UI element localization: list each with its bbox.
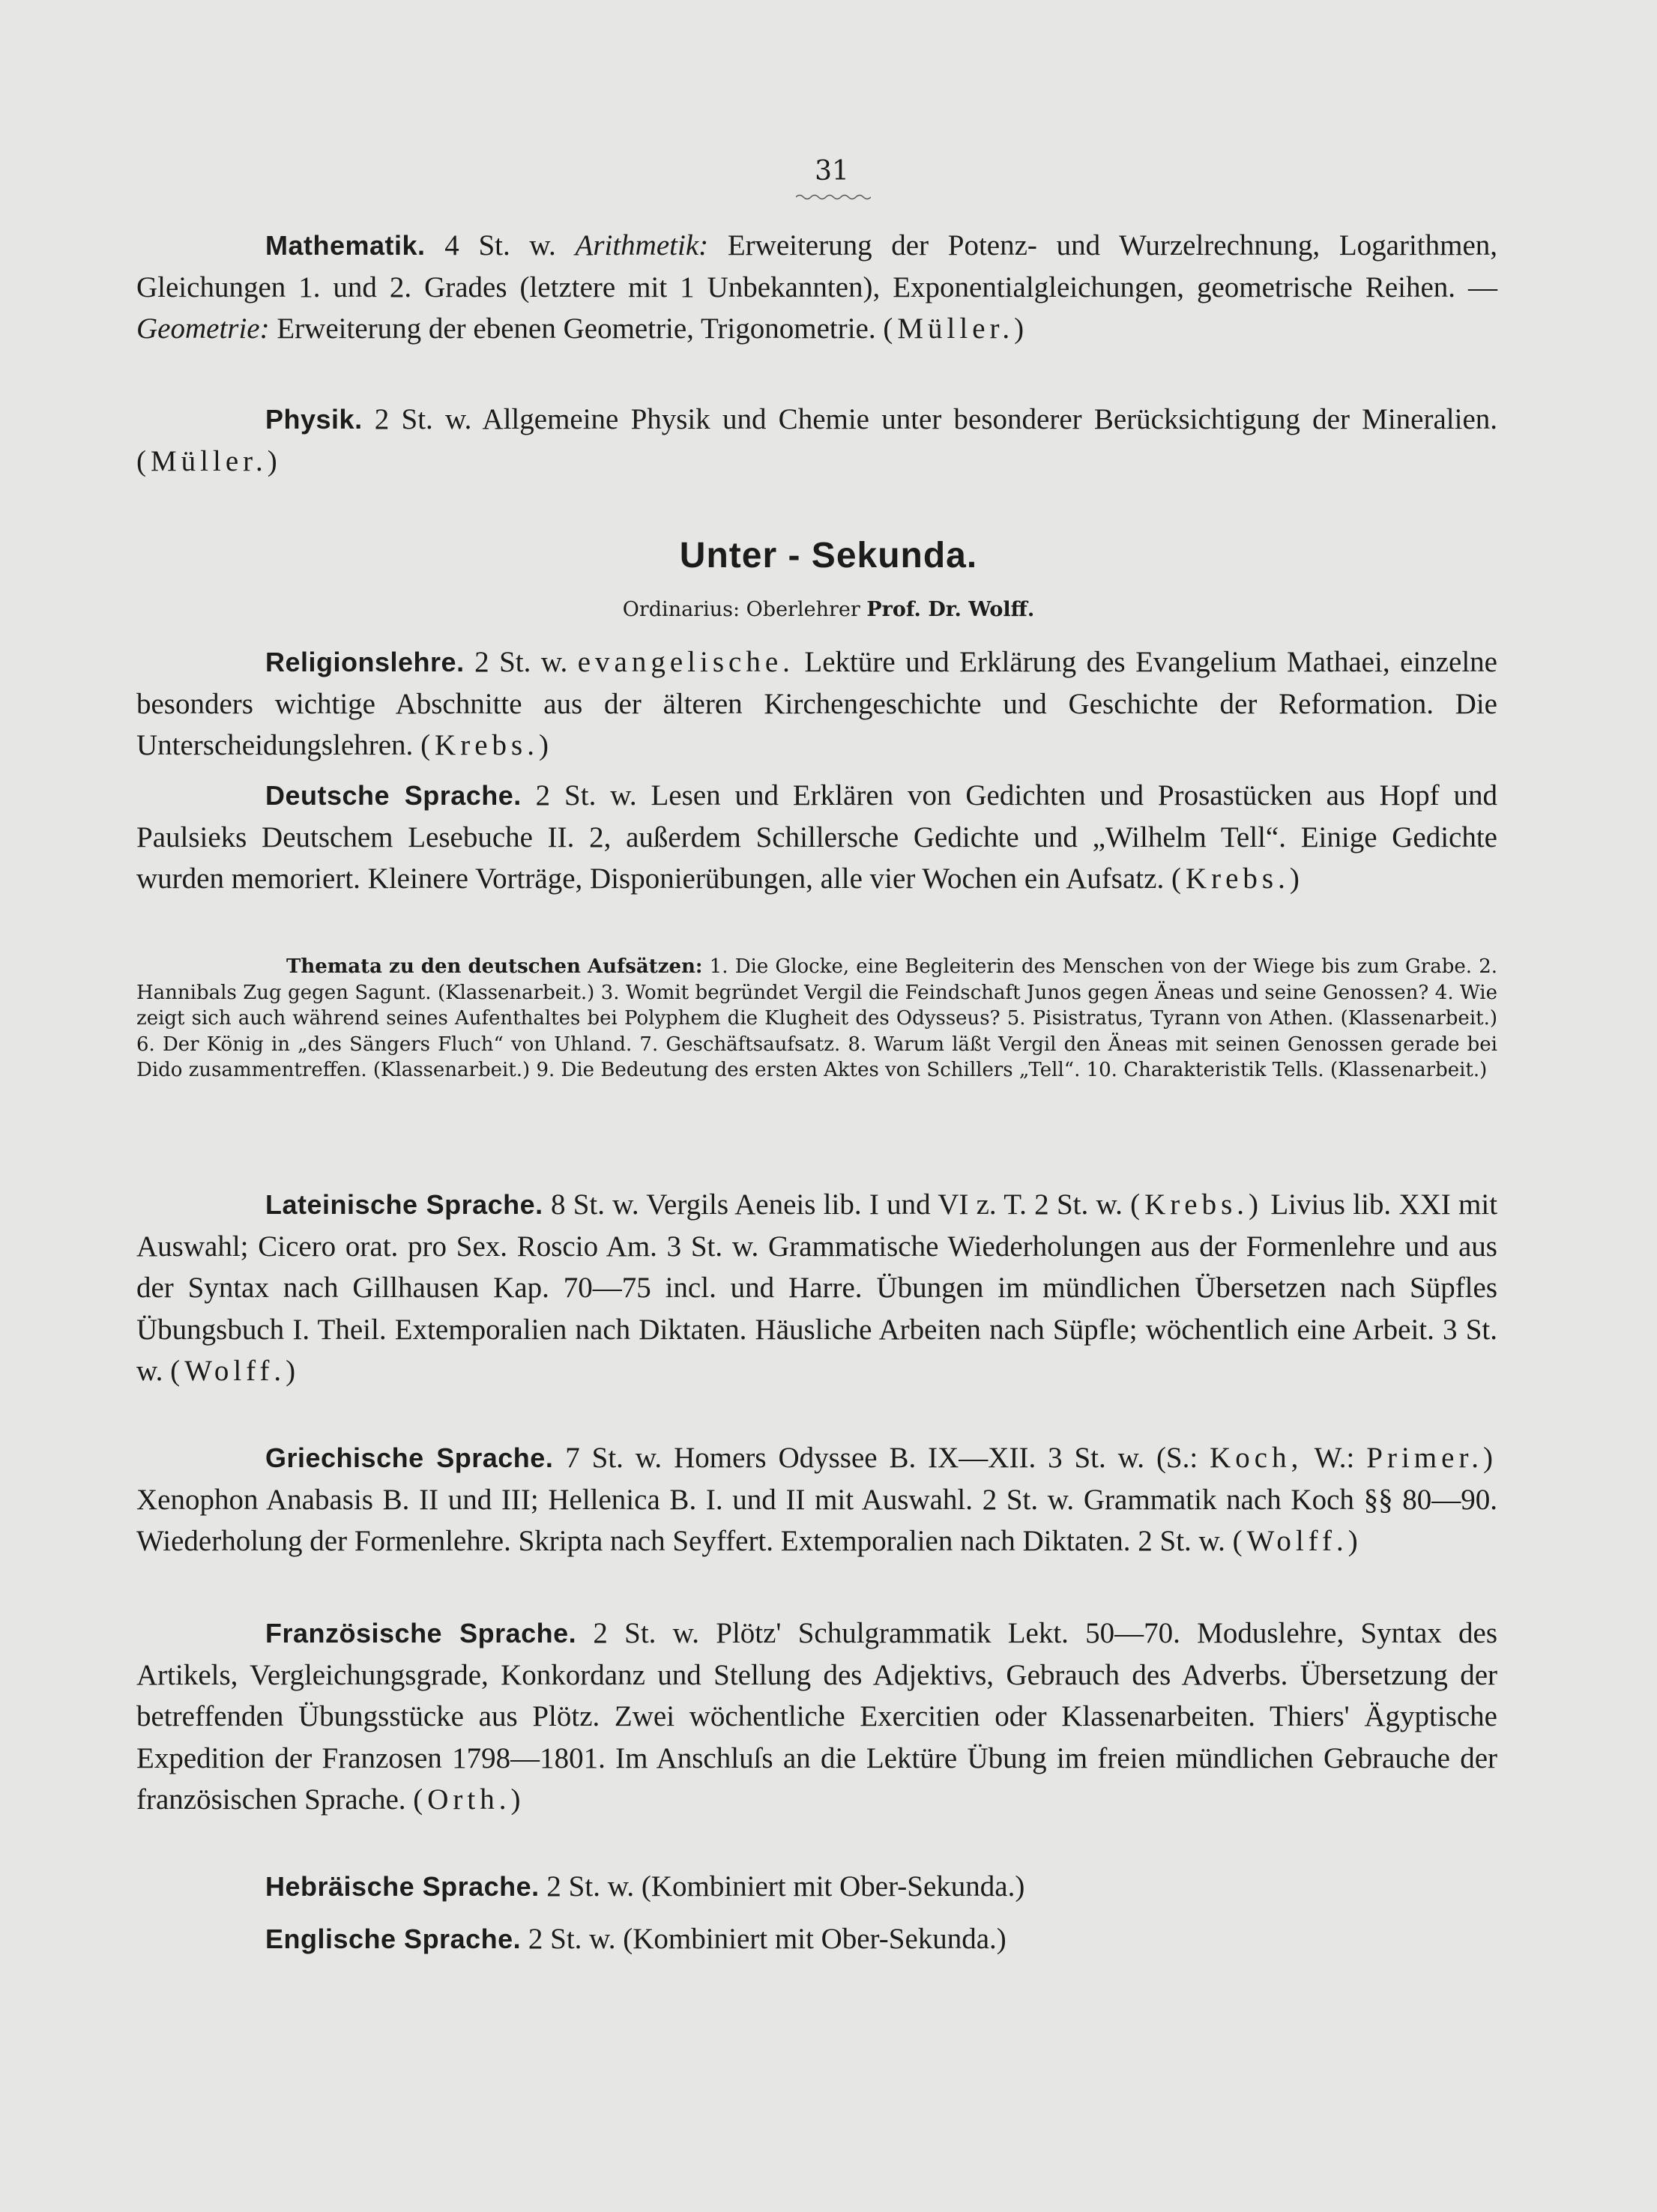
teacher-name: (Müller.) [883,312,1029,345]
section-deutsch: Deutsche Sprache. 2 St. w. Lesen und Erklären von Gedichten und Prosastücken aus Hopf und Paulsieks Deutschem Lesebuche II. 2, außerdem Schillersche Gedichte und „Wilhelm Tell“. Einige Gedichte wurden memoriert. Kleinere Vorträge, Disponierübungen, alle vier Wochen ein Aufsatz. (Krebs.) [136,779,1498,895]
section-religion: Religionslehre. 2 St. w. evangelische. Lektüre und Erklärung des Evangelium Mathaei, einzelne besonders wichtige Abschnitte aus der älteren Kirchengeschichte und Geschichte der Reformation. Die Unterscheidungslehren. (Krebs.) [136,646,1497,761]
teacher-name: (Krebs.) [1171,862,1304,895]
section-englisch: Englische Sprache. 2 St. w. (Kombiniert mit Ober-Sekunda.) [265,1923,1006,1955]
section-heading: Englische Sprache. [265,1924,522,1954]
section-themata: Themata zu den deutschen Aufsätzen: 1. Die Glocke, eine Begleiterin des Menschen von der Wiege bis zum Grabe. 2. Hannibals Zug gegen Sagunt. (Klassenarbeit.) 3. Womit begründet Vergil die Feindschaft Junos gegen Äneas und seine Genossen? 4. Wie zeigt sich auch während seines Aufenthaltes bei Polyphem die Klugheit des Odysseus? 5. Pisistratus, Tyrann von Athen. (Klassenarbeit.) 6. Der König in „des Sängers Fluch“ von Uhland. 7. Geschäftsaufsatz. 8. Warum läßt Vergil den Äneas mit seinen Genossen gerade bei Dido zusammentreffen. (Klassenarbeit.) 9. Die Bedeutung des ersten Aktes von Schillers „Tell“. 10. Charakteristik Tells. (Klassenarbeit.) [136,955,1498,1081]
section-griechisch: Griechische Sprache. 7 St. w. Homers Odyssee B. IX—XII. 3 St. w. (S.: Koch, W.: Primer.) Xenophon Anabasis B. II und III; Hellenica B. I. und II mit Auswahl. 2 St. w. Grammatik nach Koch §§ 80—90. Wiederholung der Formenlehre. Skripta nach Seyffert. Extemporalien nach Diktaten. 2 St. w. (Wolff.) [136,1442,1498,1557]
teacher-name: (Krebs.) [420,729,553,761]
section-physik: Physik. 2 St. w. Allgemeine Physik und Chemie unter besonderer Berücksichtigung der Mineralien. (Müller.) [136,403,1497,477]
page-number: 31 [815,156,849,187]
section-heading: Griechische Sprache. [265,1442,554,1473]
teacher-name: (Krebs.) [1130,1188,1264,1221]
teacher-name: Primer.) [1366,1442,1498,1474]
themata-heading: Themata zu den deutschen Aufsätzen: [286,955,703,978]
teacher-name: (Müller.) [136,444,282,477]
teacher-name: (Wolff.) [1232,1525,1362,1557]
section-heading: Mathematik. [265,230,426,261]
page-number-ornament [796,193,871,201]
section-heading: Physik. [265,404,363,435]
section-heading: Lateinische Sprache. [265,1189,543,1220]
teacher-name: (Wolff.) [170,1355,301,1387]
section-heading: Deutsche Sprache. [265,780,522,811]
section-heading: Religionslehre. [265,647,465,677]
ordinarius-line: Ordinarius: Oberlehrer Prof. Dr. Wolff. [622,598,1035,621]
class-title: Unter - Sekunda. [679,536,978,575]
teacher-name: (Orth.) [413,1783,525,1816]
section-franzoesisch: Französische Sprache. 2 St. w. Plötz' Schulgrammatik Lekt. 50—70. Moduslehre, Syntax des Artikels, Vergleichungsgrade, Konkordanz und Stellung des Adjektivs, Gebrauch des Adverbs. Übersetzung der betreffenden Übungsstücke aus Plötz. Zwei wöchentliche Exercitien oder Klassenarbeiten. Thiers' Ägyptische Expedition der Franzosen 1798—1801. Im Anschluſs an die Lektüre Übung im freien mündlichen Gebrauche der französischen Sprache. (Orth.) [136,1617,1498,1816]
section-heading: Französische Sprache. [265,1618,577,1649]
section-latein: Lateinische Sprache. 8 St. w. Vergils Aeneis lib. I und VI z. T. 2 St. w. (Krebs.) Livius lib. XXI mit Auswahl; Cicero orat. pro Sex. Roscio Am. 3 St. w. Grammatische Wiederholungen aus der Formenlehre und aus der Syntax nach Gillhausen Kap. 70—75 incl. und Harre. Übungen im mündlichen Übersetzen nach Süpfles Übungsbuch I. Theil. Extemporalien nach Diktaten. Häusliche Arbeiten nach Süpfle; wöchentlich eine Arbeit. 3 St. w. (Wolff.) [136,1188,1498,1387]
section-heading: Hebräische Sprache. [265,1871,540,1902]
teacher-name: Koch, [1210,1442,1303,1474]
section-hebraeisch: Hebräische Sprache. 2 St. w. (Kombiniert mit Ober-Sekunda.) [265,1870,1025,1903]
section-mathematik: Mathematik. 4 St. w. Arithmetik: Erweiterung der Potenz- und Wurzelrechnung, Logarithmen, Gleichungen 1. und 2. Grades (letztere mit 1 Unbekannten), Exponentialgleichungen, geometrische Reihen. — Geometrie: Erweiterung der ebenen Geometrie, Trigonometrie. (Müller.) [136,229,1498,345]
